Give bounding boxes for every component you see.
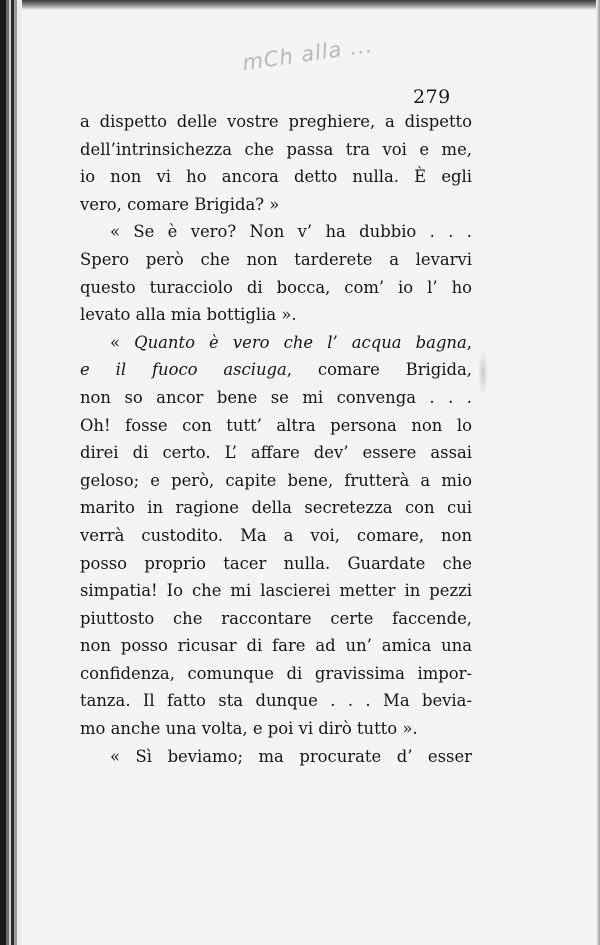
- text-segment: non posso ricusar di fare ad un’ amica una: [80, 636, 472, 656]
- text-segment: « Se è vero? Non v’ ha dubbio . . .: [110, 222, 472, 242]
- text-segment: a dispetto delle vostre preghiere, a dispetto: [80, 112, 472, 131]
- text-line: [80, 439, 472, 467]
- text-line: [80, 660, 472, 688]
- text-segment: piuttosto che raccontare certe faccende,: [80, 608, 472, 628]
- text-line: [80, 218, 472, 246]
- text-segment: geloso; e però, capite bene, frutterà a mio: [80, 470, 472, 490]
- text-line: [80, 412, 472, 440]
- text-segment: Spero però che non tarderete a levarvi: [80, 249, 472, 269]
- text-segment: dell’intrinsichezza che passa tra voi e me,: [80, 139, 472, 159]
- page-right-edge: [596, 0, 600, 945]
- text-line: [80, 136, 472, 164]
- text-line: [80, 329, 472, 357]
- text-line: [80, 356, 472, 384]
- text-line: [80, 494, 472, 522]
- text-segment: vero, comare Brigida? »: [80, 194, 280, 214]
- text-segment: ,: [466, 332, 472, 352]
- page-number: 279: [413, 86, 451, 108]
- text-line: [80, 191, 472, 219]
- text-segment: tanza. Il fatto sta dunque . . . Ma bevia-: [80, 691, 472, 711]
- text-line: [80, 687, 472, 715]
- handwritten-annotation: mCh alla ...: [240, 32, 375, 76]
- text-line: [80, 577, 472, 605]
- text-line: [80, 163, 472, 191]
- text-line: [80, 108, 472, 136]
- text-segment: mo anche una volta, e poi vi dirò tutto ».: [80, 719, 418, 739]
- text-line: [80, 743, 472, 771]
- text-line: [80, 246, 472, 274]
- text-segment: «: [110, 332, 135, 352]
- paper-stain: [478, 350, 488, 396]
- text-segment: simpatia! Io che mi lascierei metter in pezzi: [80, 581, 472, 601]
- text-segment: marito in ragione della secretezza con cui: [80, 498, 472, 518]
- text-segment: verrà custodito. Ma a voi, comare, non: [80, 525, 472, 545]
- text-segment: io non vi ho ancora detto nulla. È egli: [80, 167, 472, 187]
- text-segment: posso proprio tacer nulla. Guardate che: [80, 553, 472, 573]
- text-line: [80, 550, 472, 578]
- text-segment: confidenza, comunque di gravissima impor-: [80, 663, 472, 683]
- page-top-edge: [0, 0, 600, 10]
- text-line: [80, 467, 472, 495]
- italic-segment: Quanto è vero che l’ acqua bagna: [134, 332, 467, 352]
- book-spine-edge: [0, 0, 22, 945]
- text-segment: questo turacciolo di bocca, com’ io l’ ho: [80, 277, 472, 297]
- text-segment: direi di certo. L’ affare dev’ essere assai: [80, 443, 472, 463]
- text-segment: levato alla mia bottiglia ».: [80, 305, 297, 325]
- text-line: [80, 715, 472, 743]
- italic-segment: e il fuoco asciuga: [80, 360, 287, 380]
- text-segment: « Sì beviamo; ma procurate d’ esser: [110, 746, 472, 766]
- text-line: [80, 632, 472, 660]
- text-segment: non so ancor bene se mi convenga . . .: [80, 387, 472, 407]
- text-segment: , comare Brigida,: [286, 360, 472, 380]
- text-line: [80, 605, 472, 633]
- text-segment: Oh! fosse con tutt’ altra persona non lo: [80, 415, 472, 435]
- text-line: [80, 274, 472, 302]
- text-line: [80, 301, 472, 329]
- body-text: [80, 108, 472, 770]
- text-line: [80, 384, 472, 412]
- text-line: [80, 522, 472, 550]
